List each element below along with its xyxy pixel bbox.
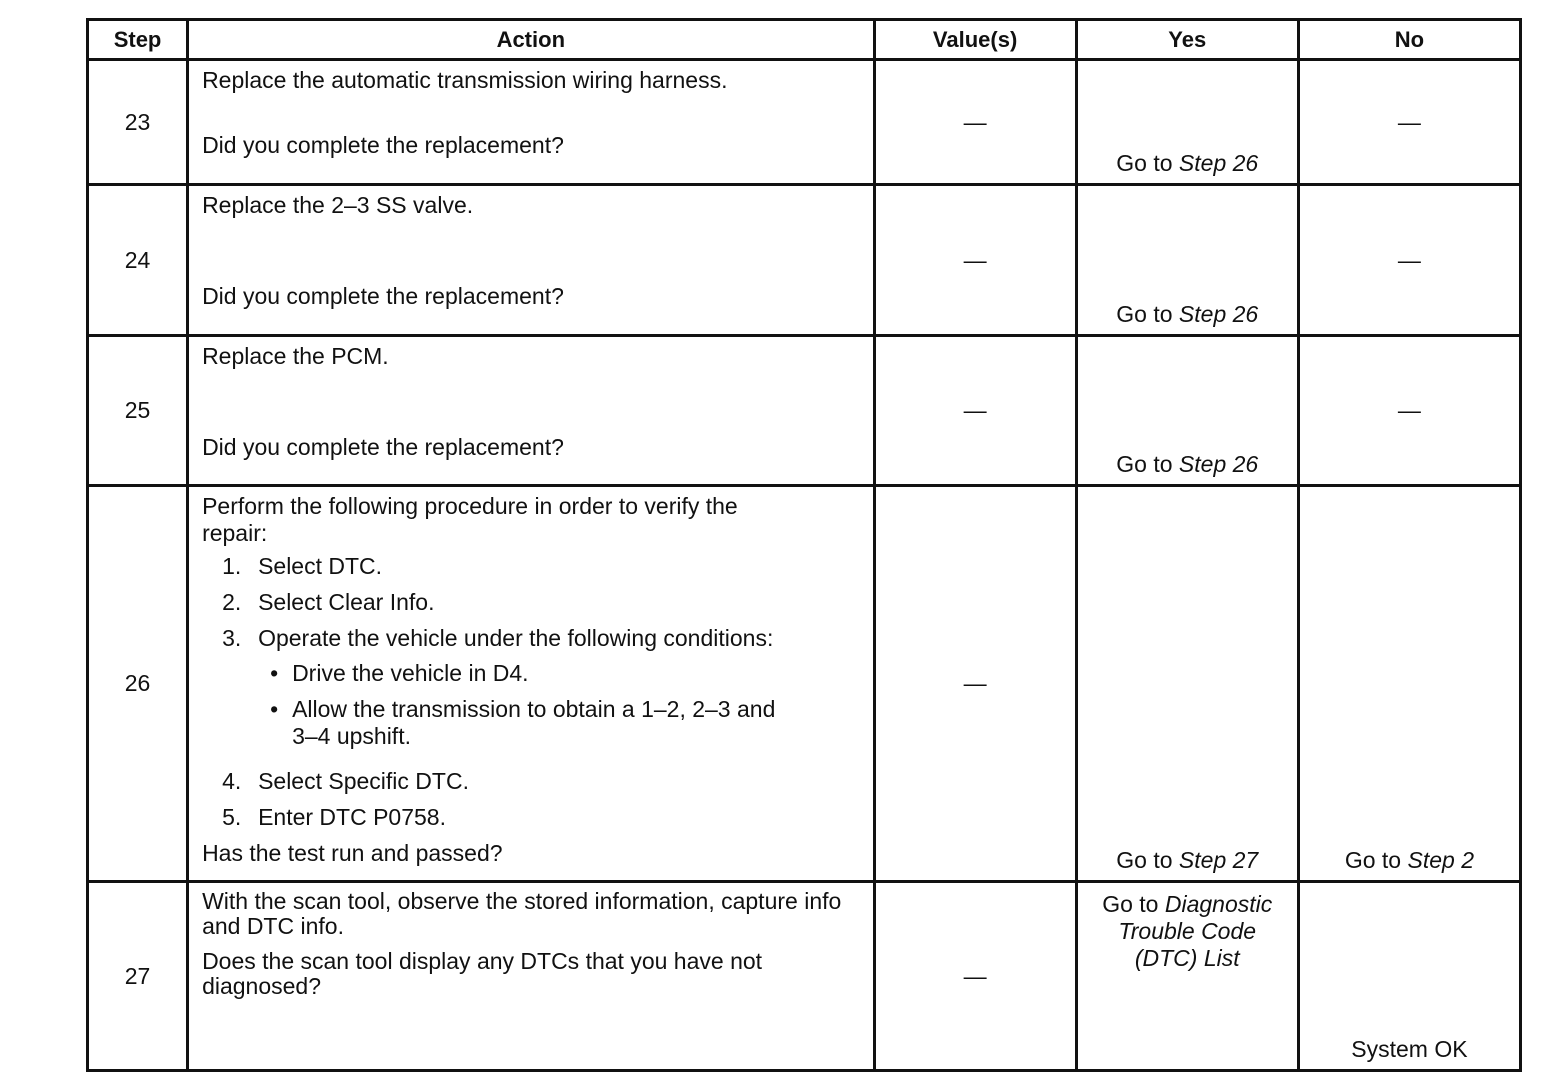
action-cell <box>188 336 874 486</box>
conditions-list <box>258 660 792 750</box>
table-row <box>88 185 1521 336</box>
yes-prefix: Go to <box>1116 847 1179 873</box>
yes-cell <box>1076 185 1298 336</box>
yes-prefix: Go to <box>1102 891 1165 917</box>
condition-text: Drive the vehicle in D4. <box>292 660 529 686</box>
yes-cell <box>1076 60 1298 185</box>
yes-link[interactable]: Step 26 <box>1178 301 1259 327</box>
diagnostic-table <box>86 18 1522 1072</box>
procedure-step-text: Enter DTC P0758. <box>258 804 446 830</box>
yes-prefix: Go to <box>1116 301 1179 327</box>
action-cell <box>188 60 874 185</box>
step-number: 27 <box>88 882 188 1071</box>
header-value: Value(s) <box>874 20 1076 60</box>
table-row <box>88 882 1521 1071</box>
no-cell <box>1298 486 1520 882</box>
yes-cell <box>1076 882 1298 1071</box>
table-row <box>88 336 1521 486</box>
action-question: Did you complete the replacement? <box>202 434 564 460</box>
header-yes: Yes <box>1076 20 1298 60</box>
yes-link[interactable]: Diagnostic Trouble Code (DTC) List <box>1118 891 1273 971</box>
action-question: Does the scan tool display any DTCs that you have not diagnosed? <box>202 948 763 999</box>
action-question: Has the test run and passed? <box>202 840 503 866</box>
no-link[interactable]: Step 2 <box>1407 847 1474 873</box>
action-question: Did you complete the replacement? <box>202 132 564 158</box>
no-cell: System OK <box>1298 882 1520 1071</box>
yes-prefix: Go to <box>1116 451 1179 477</box>
step-number: 26 <box>88 486 188 882</box>
no-prefix: Go to <box>1344 847 1408 873</box>
value-cell: — <box>874 486 1076 882</box>
value-cell: — <box>874 60 1076 185</box>
action-cell <box>188 185 874 336</box>
procedure-list <box>202 553 860 831</box>
procedure-step-number: 2. <box>222 589 242 615</box>
value-cell: — <box>874 336 1076 486</box>
procedure-step <box>202 589 860 616</box>
procedure-step-text: Select DTC. <box>258 553 383 579</box>
value-cell: — <box>874 185 1076 336</box>
header-no: No <box>1298 20 1520 60</box>
no-cell: — <box>1298 336 1520 486</box>
action-text: Perform the following procedure in order to verify the repair: <box>202 493 738 546</box>
no-cell: — <box>1298 185 1520 336</box>
procedure-step <box>202 804 860 831</box>
yes-prefix: Go to <box>1116 150 1179 176</box>
procedure-step <box>202 553 860 580</box>
value-cell: — <box>874 882 1076 1071</box>
step-number: 24 <box>88 185 188 336</box>
procedure-step <box>202 768 860 795</box>
step-number: 23 <box>88 60 188 185</box>
action-text: Replace the 2–3 SS valve. <box>202 192 474 218</box>
table-row <box>88 60 1521 185</box>
yes-cell <box>1076 336 1298 486</box>
procedure-step-text: Select Clear Info. <box>258 589 435 615</box>
procedure-step-text: Select Specific DTC. <box>258 768 469 794</box>
yes-link[interactable]: Step 26 <box>1178 150 1259 176</box>
step-number: 25 <box>88 336 188 486</box>
action-text: Replace the PCM. <box>202 343 389 369</box>
action-text: With the scan tool, observe the stored information, capture info and DTC info. <box>202 888 842 939</box>
condition-item <box>258 660 792 687</box>
procedure-step <box>202 625 860 759</box>
bullet-icon: • <box>270 696 279 722</box>
action-question: Did you complete the replacement? <box>202 283 564 309</box>
yes-link[interactable]: Step 26 <box>1178 451 1259 477</box>
procedure-step-number: 4. <box>222 768 242 794</box>
header-action: Action <box>188 20 874 60</box>
bullet-icon: • <box>270 660 279 686</box>
header-row <box>88 20 1521 60</box>
procedure-step-text: Operate the vehicle under the following conditions: <box>258 625 774 651</box>
yes-link[interactable]: Step 27 <box>1178 847 1259 873</box>
yes-cell <box>1076 486 1298 882</box>
action-cell <box>188 882 874 1071</box>
procedure-step-number: 3. <box>222 625 242 651</box>
condition-item <box>258 696 792 750</box>
condition-text: Allow the transmission to obtain a 1–2, 2–3 and 3–4 upshift. <box>292 696 776 749</box>
procedure-step-number: 5. <box>222 804 242 830</box>
header-step: Step <box>88 20 188 60</box>
procedure-step-number: 1. <box>222 553 242 579</box>
table-row <box>88 486 1521 882</box>
action-text: Replace the automatic transmission wiring harness. <box>202 67 728 93</box>
no-cell: — <box>1298 60 1520 185</box>
action-cell <box>188 486 874 882</box>
